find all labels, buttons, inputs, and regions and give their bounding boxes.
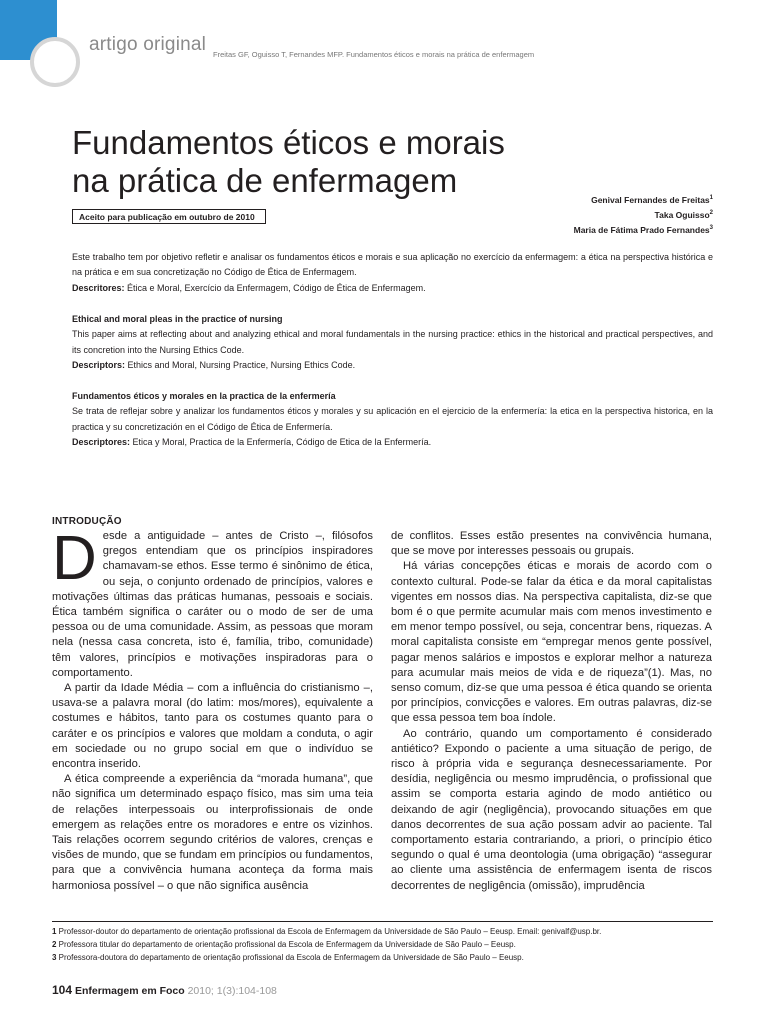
article-title-line-1: Fundamentos éticos e morais bbox=[72, 124, 505, 161]
abstract-heading: Fundamentos éticos y morales en la practica de la enfermería bbox=[72, 391, 336, 401]
footnote: 1 Professor-doutor do departamento de orientação profissional da Escola de Enfermagem da Universidade de São Paulo – Eeusp. Email: genivalf@usp.br. bbox=[52, 927, 602, 936]
abstract-heading: Ethical and moral pleas in the practice of nursing bbox=[72, 314, 283, 324]
body-paragraph: Desde a antiguidade – antes de Cristo –, filósofos gregos entendiam que os princípios inspiradores chamavam-se ethos. Esse termo é sinônimo de ética, ou seja, o conjunto ordenado de princípios, valores e motivações últimas das práticas humanas, pessoais e sociais. Ética também significa o caráter ou o modo de ser de uma pessoa ou de uma comunidade. Assim, as pessoas que moram nela (nessa casa concreta, isto é, família, tribo, comunidade) têm valores, princípios e motivações inspiradoras para o comportamento. bbox=[52, 524, 373, 679]
drop-cap: D bbox=[52, 524, 97, 593]
corner-circle-ornament bbox=[30, 37, 80, 87]
body-paragraph: Há várias concepções éticas e morais de acordo com o contexto cultural. Pode-se falar da ética e da moral capitalistas vigentes em nossos dias. Na perspectiva capitalista, diz-se que bom é o que permite acumular mais com menos investimento e em menor tempo possível, ou seja, concentrar bens, riquezas. A moral capitalista consiste em “empregar menos gente possível, pagar menos salários e impostos e explorar melhor a natureza para acumular mais meios de vida e de riqueza”(1). Mas, no senso comum, diz-se que uma pessoa é ética quando se orienta por princípios, convicções e valores. Em outras palavras, diz-se que essa pessoa tem boa índole. bbox=[391, 560, 712, 725]
keywords: Descriptors: Ethics and Moral, Nursing Practice, Nursing Ethics Code. bbox=[72, 359, 356, 370]
page-number: 104 bbox=[52, 983, 73, 997]
section-label: artigo original bbox=[89, 34, 207, 55]
body-column-right bbox=[391, 529, 712, 894]
body-paragraph: Ao contrário, quando um comportamento é considerado antiético? Expondo o paciente a uma situação de perigo, de risco à própria vida e segurança desnecessariamente. Por desídia, negligência ou mesmo imprudência, o profissional que assim se comporta estaria agindo de modo antiético ou deixando de agir (negligência), provocando situações em que danos decorrentes de sua ação possam advir ao paciente. Tal comportamento estaria contrariando, a priori, o princípio ético segundo o qual é uma deontologia (uma obrigação) “assegurar ao cliente uma assistência de enfermagem isenta de riscos decorrentes de negligência (omissão), imprudência bbox=[391, 727, 712, 892]
abstract-portuguese bbox=[72, 250, 713, 296]
accepted-date-box: Aceito para publicação em outubro de 2010 bbox=[72, 209, 266, 224]
article-title bbox=[72, 124, 542, 200]
keywords: Descritores: Ética e Moral, Exercício da Enfermagem, Código de Ética de Enfermagem. bbox=[72, 282, 426, 293]
keywords: Descriptores: Etica y Moral, Practica de la Enfermería, Código de Etica de la Enfermería. bbox=[72, 436, 432, 447]
abstract-text: Se trata de reflejar sobre y analizar los fundamentos éticos y morales y su aplicación en el ejercicio de la enfermería: la etica en la perspectiva historica, en la practica y su concretización en el Código de Ética de Enfermería. bbox=[72, 406, 713, 432]
body-paragraph: de conflitos. Esses estão presentes na convivência humana, que se move por interesses pessoais ou grupais. bbox=[391, 530, 712, 558]
footnote-divider bbox=[52, 921, 713, 922]
journal-name: Enfermagem em Foco bbox=[74, 985, 185, 997]
abstract-text: This paper aims at reflecting about and analyzing ethical and moral fundamentals in the nursing practice: ethics in the historical and practical perspectives, and its concretion into the Nursing Ethics Code. bbox=[72, 329, 713, 355]
author: Genival Fernandes de Freitas$^1$ bbox=[591, 194, 713, 205]
section-heading-introduction: INTRODUÇÃO bbox=[52, 516, 122, 527]
footnote: 2 Professora titular do departamento de orientação profissional da Escola de Enfermagem da Universidade de São Paulo – Eeusp. bbox=[52, 940, 516, 949]
abstract-spanish bbox=[72, 389, 713, 450]
abstract-text: Este trabalho tem por objetivo refletir e analisar os fundamentos éticos e morais e sua aplicação no exercício da enfermagem: a ética na perspectiva histórica e na prática e em sua concretização no Código de Ética de Enfermagem. bbox=[72, 252, 713, 278]
author: Taka Oguisso$^2$ bbox=[654, 209, 713, 220]
page-footer bbox=[52, 983, 277, 997]
body-paragraph: A ética compreende a experiência da “morada humana”, que não significa um determinado espaço físico, mas sim uma teia de relações interpessoais ou interprofissionais de onde emergem as relações entre os moradores e entre os vizinhos. Tais relações ocorrem segundo critérios de valores, crenças e visões de mundo, que se fundam em princípios ou fundamentos, para que a convivência humana aconteça da forma mais harmoniosa possível – o que não significa ausência bbox=[52, 773, 373, 892]
footnote: 3 Professora-doutora do departamento de orientação profissional da Escola de Enfermagem da Universidade de São Paulo – Eeusp. bbox=[52, 953, 524, 962]
footnotes bbox=[52, 925, 713, 964]
author: Maria de Fátima Prado Fernandes$^3$ bbox=[573, 224, 713, 235]
article-title-line-2: na prática de enfermagem bbox=[72, 162, 458, 199]
running-head: Freitas GF, Oguisso T, Fernandes MFP. Fundamentos éticos e morais na prática de enfermagem bbox=[213, 50, 535, 59]
citation: 2010; 1(3):104-108 bbox=[187, 985, 277, 997]
body-column-left bbox=[52, 514, 373, 894]
author-list bbox=[574, 192, 713, 236]
body-paragraph: A partir da Idade Média – com a influência do cristianismo –, usava-se a palavra moral (do latim: mos/mores), equivalente a costumes e hábitos, tanto para os costumes quanto para o caráter e os princípios e valores que moldam a conduta, o agir em sociedade ou no grupo social em que o indivíduo se encontra inserido. bbox=[52, 682, 373, 771]
abstract-english bbox=[72, 312, 713, 373]
